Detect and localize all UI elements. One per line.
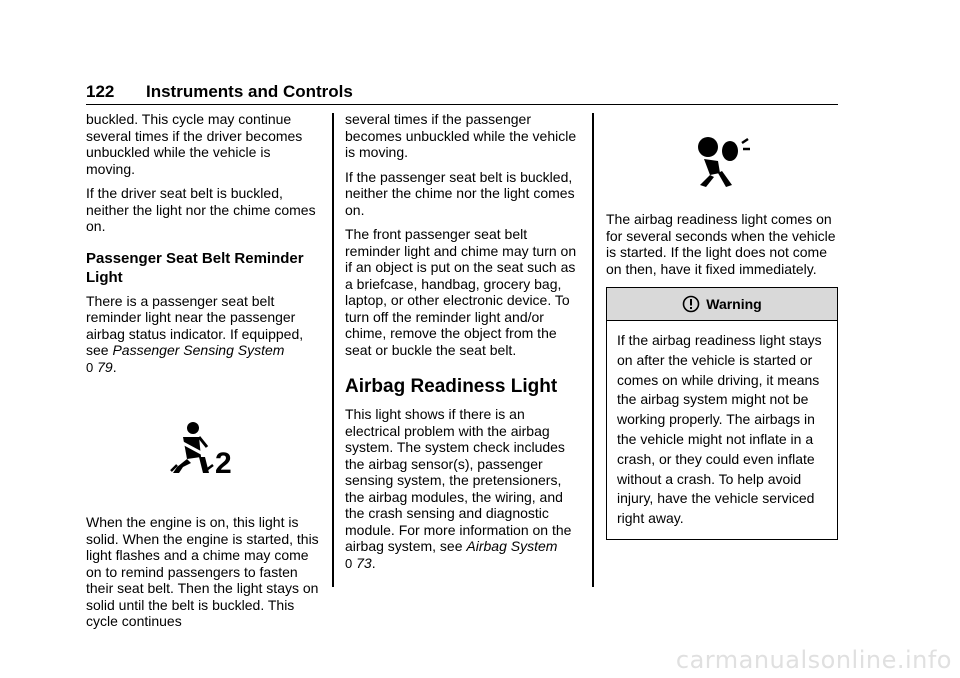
paragraph: If the passenger seat belt is buckled, neither the chime nor the light comes on. [345, 168, 575, 218]
page-reference[interactable]: 73 [356, 554, 372, 571]
warning-box [606, 287, 838, 540]
paragraph: When the engine is on, this light is solid. When the engine is started, this light flashes and a chime may come on to remind passengers to fasten their seat belt. Then the light stays on solid until the belt is buckled. This cycle continues [86, 514, 319, 629]
page-reference-arrow-icon: 0 [86, 359, 94, 375]
warning-text: If the airbag readiness light stays on after the vehicle is started or comes on while driving, it means the airbag system might not be working properly. The airbags in the vehicle might not inflate in a crash, or they could even inflate without a crash. To help avoid injury, have the vehicle serviced right away. [617, 332, 822, 527]
paragraph-text: This light shows if there is an electrical problem with the airbag system. The system check includes the airbag sensor(s), passenger sensing system, the pretensioners, the airbag modules, the wiring, and the crash sensing and diagnostic module. For more information on the airbag system, see [345, 406, 572, 554]
paragraph: If the driver seat belt is buckled, neither the light nor the chime comes on. [86, 185, 316, 234]
page-reference[interactable]: 79 [97, 358, 113, 375]
paragraph: The airbag readiness light comes on for several seconds when the vehicle is started. If the light does not come on then, have it fixed immediately. [606, 211, 836, 277]
paragraph: buckled. This cycle may continue several times if the driver becomes unbuckled while the vehicle is moving. [86, 111, 303, 177]
column-1 [86, 111, 321, 638]
column-2 [345, 111, 580, 580]
cross-reference-link[interactable]: Passenger Sensing System [112, 342, 285, 358]
paragraph [86, 293, 321, 377]
warning-header [607, 288, 837, 321]
page-number: 122 [86, 82, 115, 101]
column-3 [606, 111, 838, 540]
cross-reference-link[interactable]: Airbag System [466, 538, 558, 554]
section-heading: Airbag Readiness Light [345, 376, 558, 397]
punctuation: . [371, 554, 376, 571]
column-divider [332, 113, 334, 587]
warning-title: Warning [706, 295, 762, 312]
seat-number-label: 2 [214, 447, 232, 477]
paragraph: several times if the passenger becomes unbuckled while the vehicle is moving. [345, 111, 577, 160]
paragraph: The front passenger seat belt reminder light and chime may turn on if an object is put on the seat such as a briefcase, handbag, grocery bag, laptop, or other electronic device. To turn off the reminder light and/or chime, remove the object from the seat or buckle the seat belt. [345, 226, 577, 358]
page-header [86, 82, 838, 105]
paragraph-text: There is a passenger seat belt reminder light near the passenger airbag status indicator. If equipped, see [86, 292, 304, 358]
warning-icon [682, 295, 700, 313]
paragraph [345, 406, 580, 572]
page-reference-arrow-icon: 0 [345, 555, 353, 571]
airbag-readiness-icon [606, 111, 838, 211]
watermark: carmanualsonline.info [675, 646, 952, 674]
section-title: Instruments and Controls [146, 82, 353, 101]
seatbelt-person-icon [169, 421, 239, 477]
passenger-seatbelt-reminder-icon [86, 384, 321, 514]
column-divider [592, 113, 594, 587]
punctuation: . [112, 358, 117, 375]
subsection-heading: Passenger Seat Belt Reminder Light [86, 249, 304, 286]
airbag-person-icon [692, 133, 752, 189]
